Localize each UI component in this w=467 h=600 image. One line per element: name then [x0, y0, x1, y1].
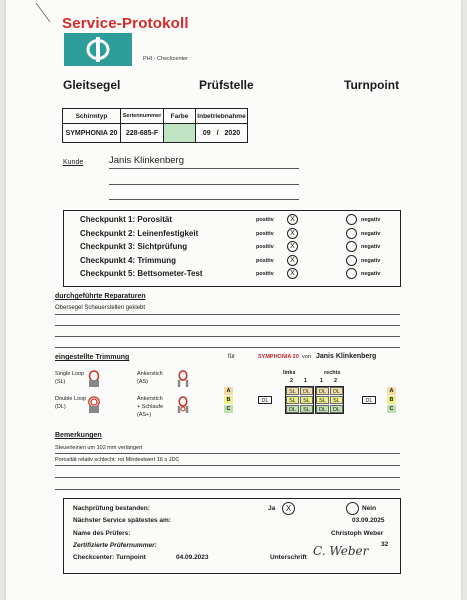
next-service-date: 03.09.2025	[352, 517, 385, 524]
nein-label: Nein	[362, 505, 377, 512]
checkpoint-4-label: Checkpunkt 4: Trimmung	[80, 255, 177, 265]
trim-col-number: 1	[320, 378, 324, 384]
trim-cell: SL	[316, 396, 329, 404]
service-protocol-page	[6, 0, 461, 600]
checkpoint-4-positive-label: positiv	[256, 257, 274, 264]
trim-col-number: 1	[304, 378, 308, 384]
trim-cell: SL	[286, 396, 299, 404]
checkpoint-3-negative-check[interactable]	[346, 241, 357, 252]
remarks-line2: Porosität relativ schlecht: rot Mindestwert 16 s JDC	[55, 457, 180, 463]
commission-year: 2020	[224, 129, 241, 137]
header-inbetriebnahme: Inbetriebnahme	[196, 109, 248, 124]
repairs-label: durchgeführte Reparaturen	[55, 293, 146, 300]
trim-col-number: 2	[334, 378, 338, 384]
inspector-label: Name des Prüfers:	[73, 530, 131, 537]
trim-row-letter-right: A	[387, 387, 396, 395]
trim-cell: SL	[286, 387, 299, 395]
single-loop-icon	[86, 369, 102, 389]
remarks-line1: Steuerleinen um 102 mm verlängert	[55, 445, 143, 451]
checkpoint-5-positive-check[interactable]: X	[287, 268, 298, 279]
signature: C. Weber	[313, 544, 369, 558]
trim-cell: DL	[330, 387, 343, 395]
trim-cell: DL	[330, 405, 343, 413]
right-label: rechts	[324, 370, 341, 376]
glider-type-value: SYMPHONIA 20	[63, 124, 121, 143]
double-loop-label: Double Loop	[55, 396, 87, 402]
commission-month: 09	[202, 129, 211, 137]
left-label: links	[283, 370, 296, 376]
double-loop-icon	[86, 395, 102, 415]
header-seriennummer: Seriennummer	[121, 109, 164, 124]
checkpoint-1-positive-check[interactable]: X	[287, 214, 298, 225]
checkpoint-2-positive-label: positiv	[256, 230, 274, 237]
commission-date-value	[196, 124, 248, 143]
trim-row-letter-left: A	[224, 387, 233, 395]
cert-number: 32	[381, 541, 389, 548]
single-loop-label: Single Loop	[55, 371, 85, 377]
trim-cell: DL	[300, 387, 313, 395]
phi-logo	[64, 33, 132, 66]
trim-von: von	[302, 354, 311, 360]
trim-fuer: für	[228, 354, 236, 360]
trim-label: eingestellte Trimmung	[55, 354, 130, 361]
trim-cell: DL	[316, 387, 329, 395]
checkpoint-2-negative-check[interactable]	[346, 228, 357, 239]
ankerstich2-label: Ankerstich	[137, 396, 163, 402]
checkpoint-4-negative-label: negativ	[361, 257, 381, 264]
passed-label: Nachprüfung bestanden:	[73, 505, 150, 512]
outer-right-b: DL	[362, 396, 376, 404]
nein-checkbox[interactable]	[346, 502, 359, 515]
pen-mark	[34, 2, 54, 24]
ankerstich-plus-icon	[175, 395, 191, 415]
trim-cell: SL	[300, 405, 313, 413]
schlaufe-label: + Schlaufe	[137, 404, 164, 410]
checkpoint-5-negative-label: negativ	[361, 271, 381, 277]
trim-model: SYMPHONIA 20	[258, 354, 299, 360]
checkpoint-2-label: Checkpunkt 2: Leinenfestigkeit	[80, 228, 199, 238]
checkpoint-3-positive-check[interactable]: X	[287, 241, 298, 252]
ja-label: Ja	[268, 505, 276, 512]
document-title: Service-Protokoll	[62, 15, 189, 32]
customer-name: Janis Klinkenberg	[109, 155, 184, 166]
checkpoint-1-positive-label: positiv	[256, 217, 274, 223]
trim-cell: SL	[330, 396, 343, 404]
schlaufe-abbr: (AS+)	[137, 412, 152, 418]
checkpoint-3-negative-label: negativ	[361, 244, 381, 250]
heading-gleitsegel: Gleitsegel	[63, 78, 121, 92]
repairs-text: Obersegel Scheuerstellen geklebt	[55, 305, 146, 311]
trim-owner: Janis Klinkenberg	[316, 353, 377, 360]
trim-cell: SL	[300, 396, 313, 404]
trim-cell: DL	[286, 405, 299, 413]
inspector-name: Christoph Weber	[331, 530, 384, 537]
checkpoint-1-negative-check[interactable]	[346, 214, 357, 225]
trim-row-letter-right: C	[387, 405, 396, 413]
trim-cell: DL	[316, 405, 329, 413]
outer-left-b: DL	[258, 396, 272, 404]
checkpoint-3-positive-label: positiv	[256, 244, 274, 250]
checkpoint-2-negative-label: negativ	[361, 230, 381, 237]
single-loop-abbr: (SL)	[55, 379, 66, 385]
checkpoint-5-negative-check[interactable]	[346, 268, 357, 279]
checkcenter-date: 04.09.2023	[176, 554, 209, 561]
customer-label: Kunde	[63, 159, 84, 166]
checkpoint-5-positive-label: positiv	[256, 271, 274, 277]
cert-label: Zertifizierte Prüfernummer:	[73, 542, 157, 549]
checkpoint-4-positive-check[interactable]: X	[287, 255, 298, 266]
header-farbe: Farbe	[164, 109, 196, 124]
ankerstich-icon	[175, 369, 191, 389]
heading-turnpoint: Turnpoint	[344, 78, 400, 92]
trim-col-number: 2	[290, 378, 294, 384]
trim-row-letter-left: B	[224, 396, 233, 404]
signature-label: Unterschrift	[270, 554, 307, 561]
ja-checkbox[interactable]: X	[282, 502, 295, 515]
remarks-label: Bemerkungen	[55, 432, 102, 439]
checkcenter-label: PHI - Checkcenter	[143, 56, 188, 62]
checkpoint-1-label: Checkpunkt 1: Porosität	[80, 215, 173, 224]
commission-sep: /	[216, 129, 219, 137]
next-service-label: Nächster Service spätestes am:	[73, 517, 171, 524]
checkpoint-2-positive-check[interactable]: X	[287, 228, 298, 239]
heading-pruefstelle: Prüfstelle	[199, 78, 254, 92]
checkpoint-4-negative-check[interactable]	[346, 255, 357, 266]
serial-number-value: 228-685-F	[121, 124, 164, 143]
checkpoint-3-label: Checkpunkt 3: Sichtprüfung	[80, 242, 188, 251]
color-swatch	[164, 124, 196, 143]
ankerstich-label: Ankerstich	[137, 371, 163, 377]
ankerstich-abbr: (AS)	[137, 379, 148, 385]
checkpoint-1-negative-label: negativ	[361, 217, 381, 223]
header-schirmtyp: Schirmtyp	[63, 109, 121, 124]
right-grid-frame	[315, 386, 344, 414]
checkcenter-footer-label: Checkcenter: Turnpoint	[73, 554, 146, 561]
trim-row-letter-right: B	[387, 396, 396, 404]
trim-row-letter-left: C	[224, 405, 233, 413]
checkpoint-5-label: Checkpunkt 5: Bettsometer-Test	[80, 269, 203, 278]
double-loop-abbr: (DL)	[55, 404, 66, 410]
left-grid-frame	[285, 386, 314, 414]
glider-info-table	[62, 108, 248, 143]
